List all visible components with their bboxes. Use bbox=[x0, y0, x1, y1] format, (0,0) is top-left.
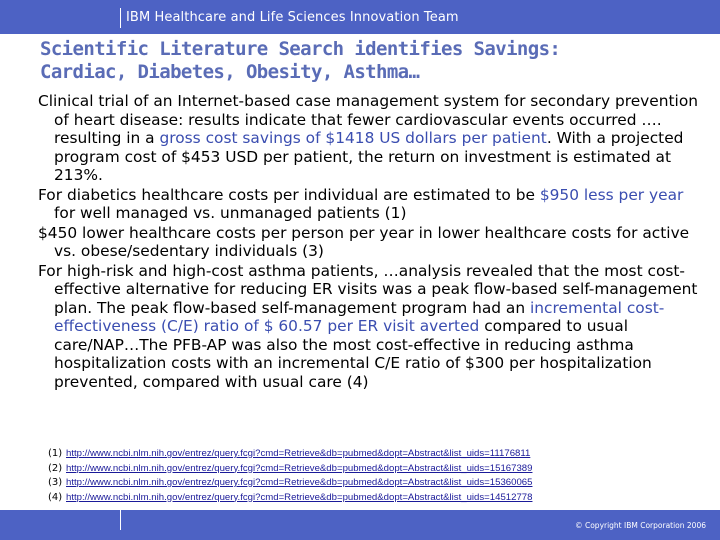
slide-title bbox=[40, 38, 700, 84]
text-run: For diabetics healthcare costs per individual are estimated to be bbox=[38, 185, 540, 204]
header-bar bbox=[0, 0, 720, 34]
text-run: Clinical trial of an Internet-based case management system for secondary prevention of heart disease: results indicate that fewer cardiovascular events occurred …. resulting in a bbox=[38, 92, 698, 147]
reference-number: (3) bbox=[48, 477, 63, 488]
paragraph-diabetes bbox=[38, 186, 698, 223]
paragraph-asthma bbox=[38, 262, 698, 392]
highlight-savings: gross cost savings of $1418 US dollars per patient bbox=[159, 129, 547, 147]
reference-number: (2) bbox=[48, 462, 63, 474]
reference-number: (1) bbox=[48, 448, 63, 459]
reference-link[interactable]: http://www.ncbi.nlm.nih.gov/entrez/query.fcgi?cmd=Retrieve&db=pubmed&dopt=Abstract&list_uids=11176811 bbox=[66, 448, 531, 459]
text-run: . With a projected program cost of $453 USD per patient, the return on investment is estimated at 213%. bbox=[54, 129, 684, 184]
highlight-savings: $950 less per year bbox=[539, 185, 684, 204]
footer-bar bbox=[0, 510, 720, 540]
reference-number: (4) bbox=[48, 491, 63, 503]
references-list bbox=[48, 447, 608, 505]
copyright-notice: © Copyright IBM Corporation 2006 bbox=[575, 521, 706, 530]
team-name: IBM Healthcare and Life Sciences Innovation Team bbox=[126, 10, 459, 25]
reference-link[interactable]: http://www.ncbi.nlm.nih.gov/entrez/query.fcgi?cmd=Retrieve&db=pubmed&dopt=Abstract&list_uids=14512778 bbox=[66, 491, 533, 503]
reference-link[interactable]: http://www.ncbi.nlm.nih.gov/entrez/query.fcgi?cmd=Retrieve&db=pubmed&dopt=Abstract&list_uids=15360065 bbox=[66, 477, 533, 488]
text-run: for well managed vs. unmanaged patients (1) bbox=[54, 204, 407, 222]
reference-item bbox=[48, 476, 608, 491]
title-line-1: Scientific Literature Search identifies Savings: bbox=[40, 38, 561, 60]
slide-body bbox=[38, 92, 698, 392]
paragraph-cardiac bbox=[38, 92, 698, 185]
reference-link[interactable]: http://www.ncbi.nlm.nih.gov/entrez/query.fcgi?cmd=Retrieve&db=pubmed&dopt=Abstract&list_uids=15167389 bbox=[66, 462, 533, 474]
reference-item bbox=[48, 491, 608, 506]
title-line-2: Cardiac, Diabetes, Obesity, Asthma… bbox=[40, 61, 420, 83]
header-divider bbox=[120, 8, 121, 28]
footer-divider bbox=[120, 510, 121, 530]
text-run: $450 lower healthcare costs per person per year in lower healthcare costs for active vs. obese/sedentary individuals (3) bbox=[38, 223, 690, 260]
paragraph-obesity bbox=[38, 224, 698, 261]
text-run: For high-risk and high-cost asthma patients, …analysis revealed that the most cost-effective alternative for reducing ER visits was a peak flow-based self-management plan. The peak flow-based self-management program had an bbox=[38, 261, 698, 317]
highlight-savings: incremental cost-effectiveness (C/E) ratio of $ 60.57 per ER visit averted bbox=[54, 298, 665, 335]
reference-item bbox=[48, 462, 608, 477]
reference-item bbox=[48, 447, 608, 462]
text-run: compared to usual care/NAP…The PFB-AP was also the most cost-effective in reducing asthma hospitalization costs with an incremental C/E ratio of $300 per hospitalization prevented, compared with usual care (4) bbox=[54, 317, 652, 391]
